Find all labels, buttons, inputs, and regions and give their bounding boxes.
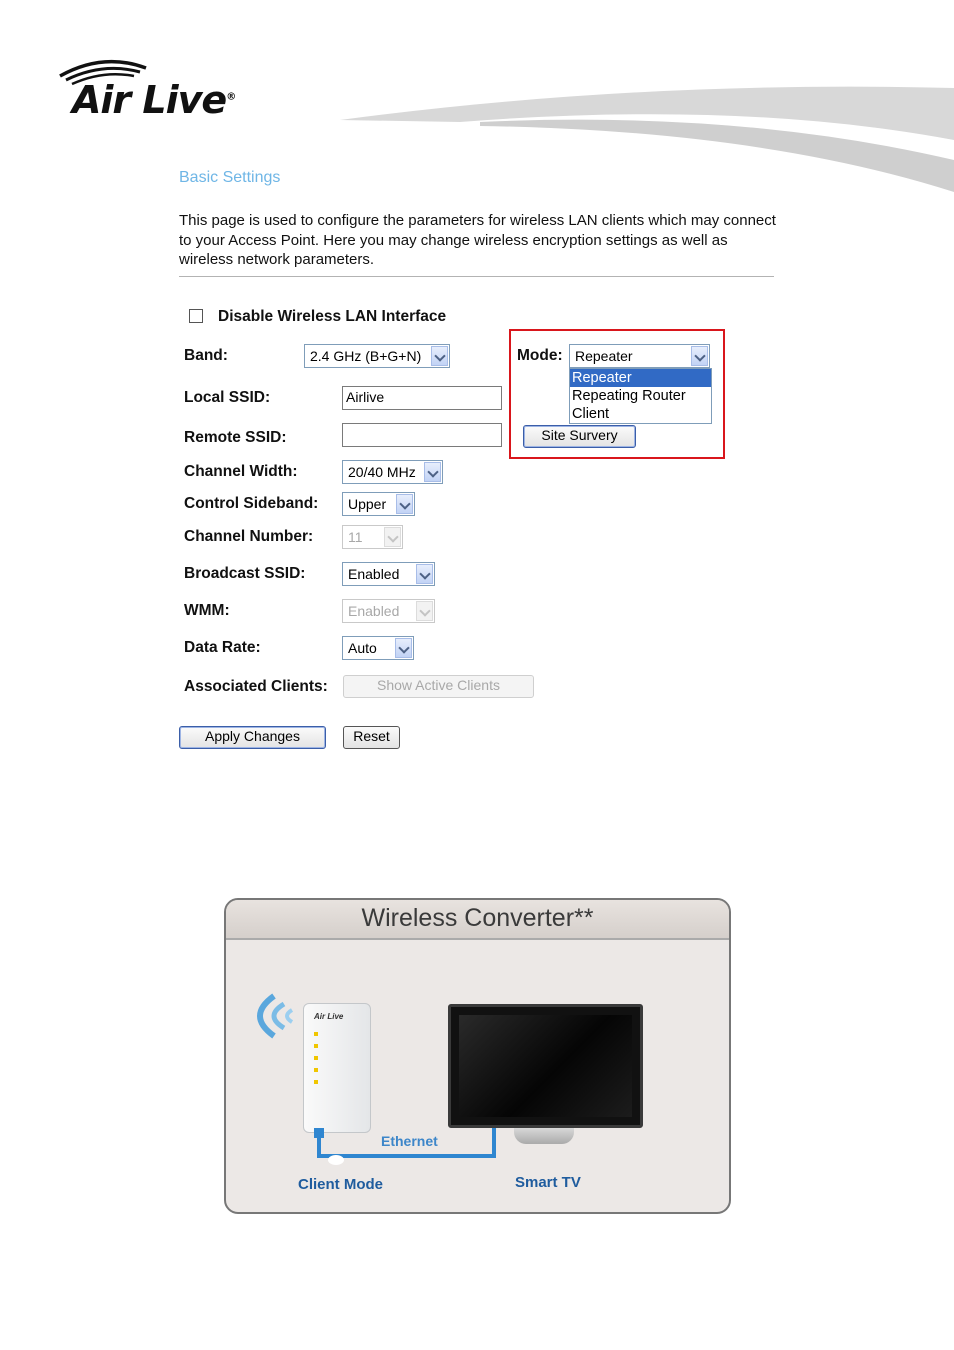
- apply-changes-button[interactable]: Apply Changes: [179, 726, 326, 749]
- smart-tv-label: Smart TV: [515, 1174, 581, 1191]
- broadcast-ssid-value: Enabled: [348, 566, 400, 582]
- mode-dropdown-list: [569, 368, 712, 424]
- chevron-down-icon[interactable]: [691, 346, 708, 366]
- reset-button[interactable]: Reset: [343, 726, 400, 749]
- smart-tv: [448, 1004, 643, 1128]
- registered-mark: ®: [226, 91, 236, 103]
- associated-clients-label: Associated Clients:: [184, 678, 328, 695]
- local-ssid-input[interactable]: Airlive: [342, 386, 502, 410]
- chevron-down-icon[interactable]: [396, 494, 413, 514]
- wmm-select: [342, 599, 435, 623]
- page-description: This page is used to configure the parameters for wireless LAN clients which may connect to your Access Point. Here you may change wireless encryption settings as well as wireless network parameters.: [179, 212, 776, 268]
- tv-stand: [514, 1128, 574, 1144]
- data-rate-label: Data Rate:: [184, 639, 261, 656]
- broadcast-ssid-select[interactable]: [342, 562, 435, 586]
- wmm-label: WMM:: [184, 602, 230, 619]
- channel-number-label: Channel Number:: [184, 528, 314, 545]
- page-title: Basic Settings: [179, 169, 281, 186]
- airlive-device: [303, 1003, 371, 1133]
- band-label: Band:: [184, 347, 228, 364]
- chevron-down-icon[interactable]: [431, 346, 448, 366]
- band-value: 2.4 GHz (B+G+N): [310, 348, 422, 364]
- broadcast-ssid-label: Broadcast SSID:: [184, 565, 306, 582]
- remote-ssid-input[interactable]: [342, 423, 502, 447]
- data-rate-value: Auto: [348, 640, 377, 656]
- mode-label: Mode:: [517, 347, 563, 364]
- channel-width-label: Channel Width:: [184, 463, 298, 480]
- wireless-converter-panel: [224, 898, 731, 1214]
- logo-wordmark: Air Live®: [72, 78, 236, 122]
- ethernet-label: Ethernet: [381, 1133, 438, 1149]
- chevron-down-icon: [384, 527, 401, 547]
- header-swoosh: [340, 80, 954, 200]
- mode-value: Repeater: [575, 348, 633, 364]
- mode-option-repeating-router[interactable]: Repeating Router: [572, 388, 686, 404]
- site-survey-button[interactable]: Site Survery: [523, 425, 636, 448]
- mode-option-client[interactable]: Client: [572, 406, 610, 422]
- disable-wlan-label: Disable Wireless LAN Interface: [218, 308, 447, 325]
- channel-width-select[interactable]: [342, 460, 443, 484]
- device-leds: [314, 1032, 318, 1092]
- local-ssid-label: Local SSID:: [184, 389, 271, 406]
- wifi-signal-icon: [240, 988, 300, 1044]
- channel-number-select: [342, 525, 403, 549]
- control-sideband-select[interactable]: [342, 492, 415, 516]
- show-active-clients-button: Show Active Clients: [343, 675, 534, 698]
- control-sideband-label: Control Sideband:: [184, 495, 319, 512]
- chevron-down-icon[interactable]: [395, 638, 412, 658]
- remote-ssid-label: Remote SSID:: [184, 429, 287, 446]
- device-logo: Air Live: [314, 1012, 344, 1021]
- chevron-down-icon[interactable]: [424, 462, 441, 482]
- band-select[interactable]: [304, 344, 450, 368]
- channel-number-value: 11: [348, 529, 363, 545]
- mode-option-repeater[interactable]: Repeater: [570, 369, 711, 387]
- data-rate-select[interactable]: [342, 636, 414, 660]
- tv-screen: [459, 1015, 632, 1117]
- panel-title: Wireless Converter**: [361, 904, 594, 932]
- wmm-value: Enabled: [348, 603, 400, 619]
- client-mode-label: Client Mode: [298, 1176, 383, 1193]
- disable-wlan-checkbox[interactable]: [189, 309, 203, 323]
- chevron-down-icon: [416, 601, 433, 621]
- chevron-down-icon[interactable]: [416, 564, 433, 584]
- channel-width-value: 20/40 MHz: [348, 464, 416, 480]
- control-sideband-value: Upper: [348, 496, 387, 512]
- divider: [179, 276, 774, 277]
- mode-select[interactable]: [569, 344, 710, 368]
